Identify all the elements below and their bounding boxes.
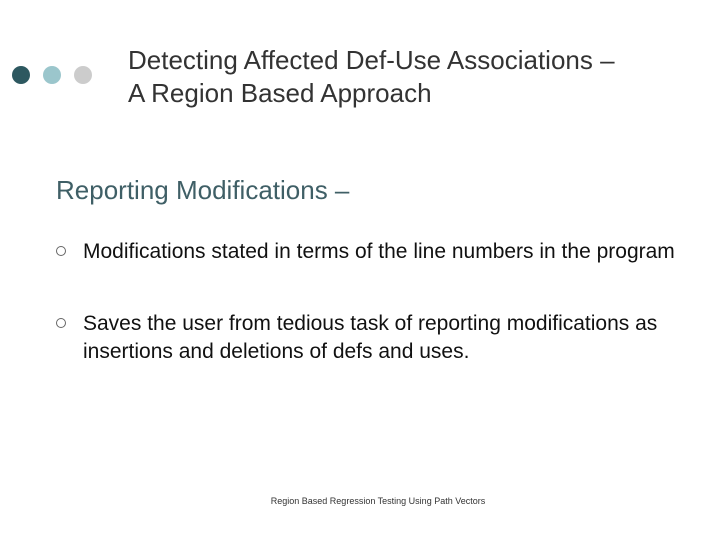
dot-dark-teal (12, 66, 30, 84)
bullet-text: Saves the user from tedious task of reporting modifications as insertions and deletions of defs and uses. (83, 312, 658, 363)
bullet-text: Modifications stated in terms of the line numbers in the program (83, 240, 675, 263)
bullet-circle-icon (56, 318, 66, 328)
section-heading: Reporting Modifications – (56, 175, 350, 205)
slide-footer: Region Based Regression Testing Using Path Vectors (270, 496, 486, 506)
slide-title-line-1: Detecting Affected Def-Use Associations – (128, 45, 615, 75)
bullet-item (56, 310, 676, 366)
slide-title-line-2: A Region Based Approach (128, 78, 432, 108)
bullet-list (56, 238, 676, 366)
dot-gray (74, 66, 92, 84)
bullet-circle-icon (56, 246, 66, 256)
dot-light-teal (43, 66, 61, 84)
slide-title (128, 44, 688, 110)
decorative-dots (12, 66, 94, 84)
bullet-item (56, 238, 676, 266)
